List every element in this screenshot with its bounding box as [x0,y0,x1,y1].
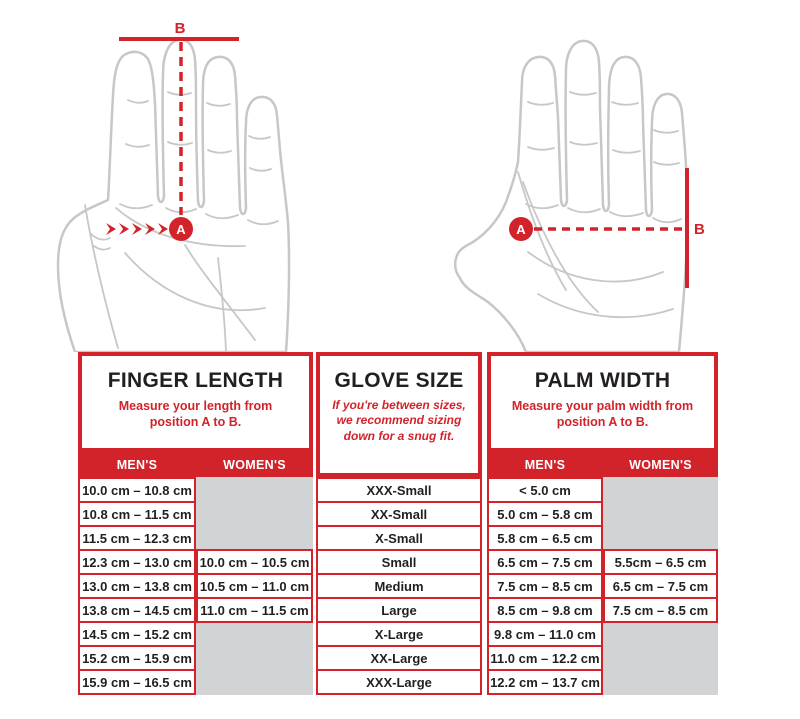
palm-mens-cell: < 5.0 cm [487,477,603,503]
finger-mens-cell: 15.9 cm – 16.5 cm [78,669,196,695]
glove-size-subtitle: If you're between sizes, we recommend sizing down for a snug fit. [332,398,466,443]
glove-size-cell: X-Small [316,525,482,551]
glove-size-cell: Medium [316,573,482,599]
glove-size-title: GLOVE SIZE [334,369,464,392]
finger-mens-cell: 13.0 cm – 13.8 cm [78,573,196,599]
point-a-label: A [176,222,186,237]
glove-size-cell: XX-Large [316,645,482,671]
palm-width-subtitle: Measure your palm width from position A to B. [511,399,694,429]
finger-mens-column [78,477,196,695]
palm-womens-cell: 7.5 cm – 8.5 cm [603,597,718,623]
palm-width-header [487,352,718,452]
palm-mens-cell: 8.5 cm – 9.8 cm [487,597,603,623]
palm-mens-column [487,477,603,695]
palm-womens-cell: 6.5 cm – 7.5 cm [603,573,718,599]
palm-womens-cell: 5.5cm – 6.5 cm [603,549,718,575]
finger-mens-cell: 12.3 cm – 13.0 cm [78,549,196,575]
palm-mens-cell: 12.2 cm – 13.7 cm [487,669,603,695]
palm-mens-cell: 5.0 cm – 5.8 cm [487,501,603,527]
palm-mens-cell: 11.0 cm – 12.2 cm [487,645,603,671]
finger-mens-cell: 10.0 cm – 10.8 cm [78,477,196,503]
finger-womens-cell: 10.5 cm – 11.0 cm [196,573,313,599]
glove-size-cell: X-Large [316,621,482,647]
finger-womens-cell: 11.0 cm – 11.5 cm [196,597,313,623]
finger-womens-cell: 10.0 cm – 10.5 cm [196,549,313,575]
mens-column-header: MEN'S [524,457,566,472]
palm-mens-cell: 5.8 cm – 6.5 cm [487,525,603,551]
glove-size-cell: XXX-Large [316,669,482,695]
point-b-label: B [174,20,186,37]
womens-column-header: WOMEN'S [629,457,692,472]
point-b-label: B [694,221,705,238]
palm-mens-cell: 9.8 cm – 11.0 cm [487,621,603,647]
finger-mens-cell: 11.5 cm – 12.3 cm [78,525,196,551]
finger-mens-cell: 15.2 cm – 15.9 cm [78,645,196,671]
finger-length-rows [78,477,313,695]
hand-outline [58,40,289,352]
finger-womens-column [196,477,313,695]
finger-mens-cell: 13.8 cm – 14.5 cm [78,597,196,623]
glove-size-header [316,352,482,477]
finger-length-hand-diagram [50,8,300,352]
mens-column-header: MEN'S [116,457,158,472]
glove-size-cell: XX-Small [316,501,482,527]
finger-length-header [78,352,313,452]
finger-length-title: FINGER LENGTH [107,369,284,392]
hand-outline [455,41,687,352]
glove-size-cell: Large [316,597,482,623]
finger-mens-cell: 10.8 cm – 11.5 cm [78,501,196,527]
womens-column-header: WOMEN'S [223,457,286,472]
point-a-label: A [516,222,526,237]
glove-size-rows [316,477,482,695]
palm-mens-cell: 6.5 cm – 7.5 cm [487,549,603,575]
glove-size-column [316,477,482,695]
finger-length-column-headers [78,452,313,477]
glove-size-cell: XXX-Small [316,477,482,503]
palm-width-rows [487,477,718,695]
finger-length-subtitle: Measure your length from position A to B. [118,399,273,429]
palm-width-hand-diagram [448,22,710,352]
finger-mens-cell: 14.5 cm – 15.2 cm [78,621,196,647]
palm-womens-column [603,477,718,695]
palm-width-column-headers [487,452,718,477]
glove-size-cell: Small [316,549,482,575]
palm-width-title: PALM WIDTH [534,369,671,392]
palm-mens-cell: 7.5 cm – 8.5 cm [487,573,603,599]
